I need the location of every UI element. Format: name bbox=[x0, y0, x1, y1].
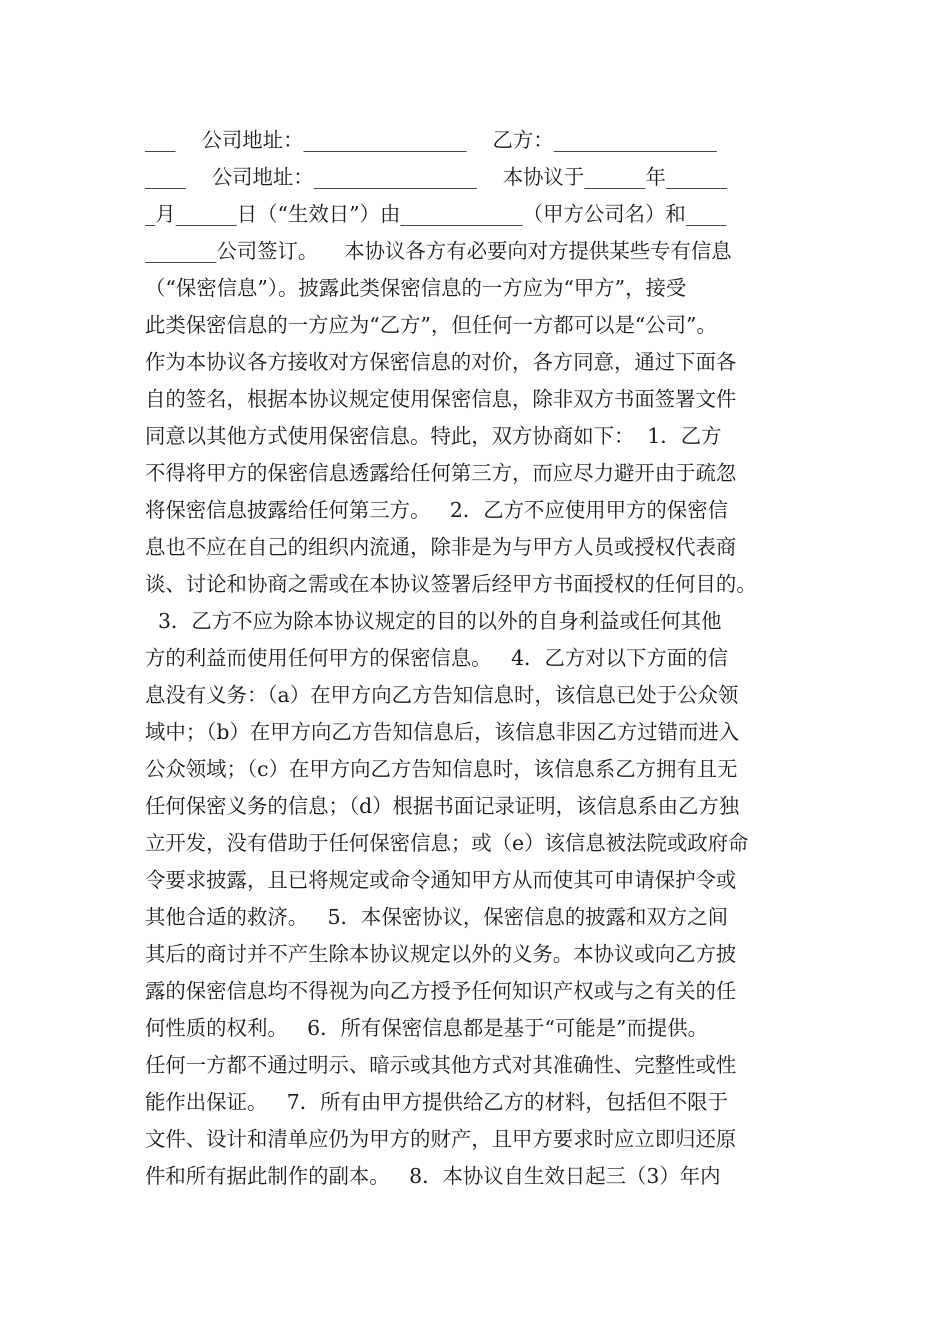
text-line: 公众领域；（c）在甲方向乙方告知信息时，该信息系乙方拥有且无 bbox=[145, 757, 738, 781]
agreement-body bbox=[145, 122, 810, 1195]
text-line: 作为本协议各方接收对方保密信息的对价，各方同意，通过下面各 bbox=[145, 350, 737, 374]
text-line: 域中；（b）在甲方向乙方告知信息后，该信息非因乙方过错而进入 bbox=[145, 720, 740, 744]
text-line: 息也不应在自己的组织内流通，除非是为与甲方人员或授权代表商 bbox=[145, 535, 737, 559]
text-line: 立开发，没有借助于任何保密信息；或（e）该信息被法院或政府命 bbox=[145, 831, 749, 855]
text-line: ___ 公司地址：________________ 乙方：________________ bbox=[145, 128, 717, 152]
text-line: （“保密信息”）。披露此类保密信息的一方应为“甲方”，接受 bbox=[145, 276, 687, 300]
text-line: 同意以其他方式使用保密信息。特此，双方协商如下： 1．乙方 bbox=[145, 424, 722, 448]
text-line: 谈、讨论和协商之需或在本协议签署后经甲方书面授权的任何目的。 bbox=[145, 572, 757, 596]
text-line: ____ 公司地址：________________ 本协议于______年______ bbox=[145, 165, 728, 189]
text-line: 将保密信息披露给任何第三方。 2．乙方不应使用甲方的保密信 bbox=[145, 498, 728, 522]
text-line: 3．乙方不应为除本协议规定的目的以外的自身利益或任何其他 bbox=[145, 609, 722, 633]
text-line: 能作出保证。 7．所有由甲方提供给乙方的材料，包括但不限于 bbox=[145, 1090, 728, 1114]
text-line: 令要求披露，且已将规定或命令通知甲方从而使其可申请保护令或 bbox=[145, 868, 737, 892]
text-line: 任何一方都不通过明示、暗示或其他方式对其准确性、完整性或性 bbox=[145, 1053, 737, 1077]
text-line: 文件、设计和清单应仍为甲方的财产，且甲方要求时应立即归还原 bbox=[145, 1127, 737, 1151]
text-line: 露的保密信息均不得视为向乙方授予任何知识产权或与之有关的任 bbox=[145, 979, 737, 1003]
text-line: 件和所有据此制作的副本。 8．本协议自生效日起三（3）年内 bbox=[145, 1164, 721, 1188]
text-line: 其后的商讨并不产生除本协议规定以外的义务。本协议或向乙方披 bbox=[145, 942, 737, 966]
text-line: 方的利益而使用任何甲方的保密信息。 4．乙方对以下方面的信 bbox=[145, 646, 728, 670]
text-line: _月______日（“生效日”）由____________（甲方公司名）和____ bbox=[145, 202, 727, 226]
text-line: _______公司签订。 本协议各方有必要向对方提供某些专有信息 bbox=[145, 239, 732, 263]
text-line: 不得将甲方的保密信息透露给任何第三方，而应尽力避开由于疏忽 bbox=[145, 461, 737, 485]
text-line: 此类保密信息的一方应为“乙方”，但任何一方都可以是“公司”。 bbox=[145, 313, 717, 337]
text-line: 其他合适的救济。 5．本保密协议，保密信息的披露和双方之间 bbox=[145, 905, 728, 929]
text-line: 任何保密义务的信息；（d）根据书面记录证明，该信息系由乙方独 bbox=[145, 794, 740, 818]
text-line: 息没有义务：（a）在甲方向乙方告知信息时，该信息已处于公众领 bbox=[145, 683, 739, 707]
text-line: 自的签名，根据本协议规定使用保密信息，除非双方书面签署文件 bbox=[145, 387, 737, 411]
text-line: 何性质的权利。 6．所有保密信息都是基于“可能是”而提供。 bbox=[145, 1016, 709, 1040]
